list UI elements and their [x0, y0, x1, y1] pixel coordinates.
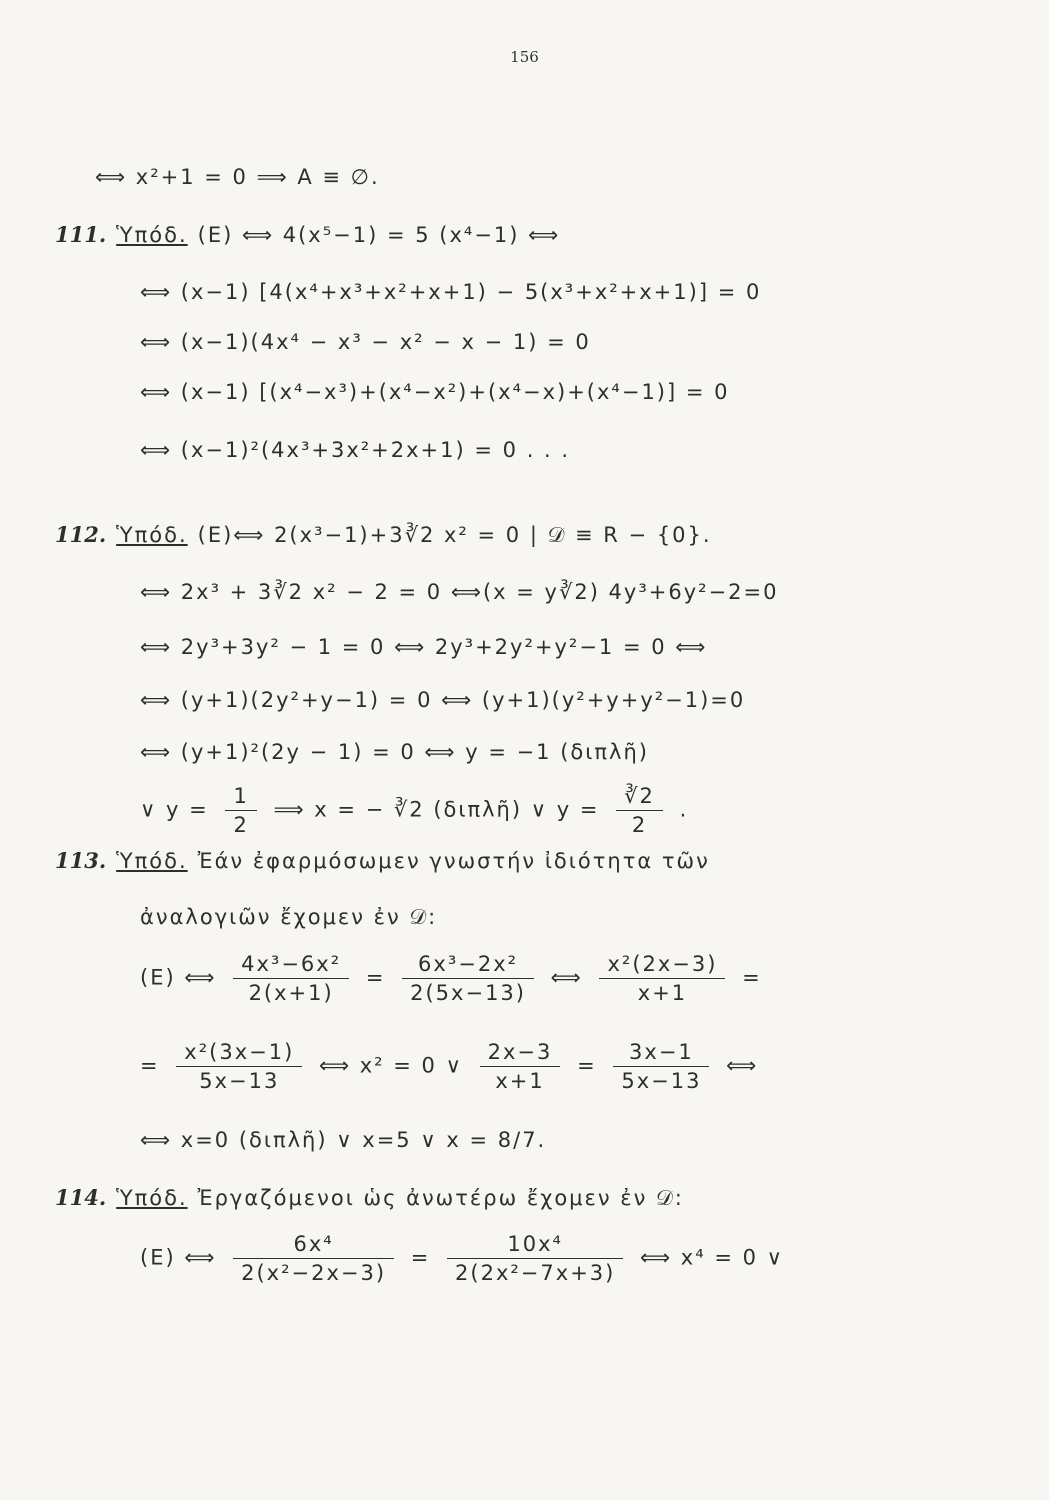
problem-113-heading — [55, 848, 710, 873]
paragraph-text: Ἐργαζόμενοι ὡς ἀνωτέρω ἔχομεν ἐν 𝒟: — [197, 1186, 684, 1210]
numerator: 6x³−2x² — [402, 950, 534, 979]
fraction — [480, 1038, 561, 1095]
equation-line: ⟺ x²+1 = 0 ⟹ A ≡ ∅. — [95, 165, 380, 189]
equation-text: . — [679, 797, 689, 822]
fraction — [233, 1230, 394, 1287]
equation-line: ⟺ (x−1)(4x⁴ − x³ − x² − x − 1) = 0 — [140, 330, 591, 354]
equation-line-with-fractions — [140, 1230, 784, 1287]
page-number: 156 — [510, 48, 539, 66]
fraction — [225, 782, 256, 839]
paragraph-line: ἀναλογιῶν ἔχομεν ἐν 𝒟: — [140, 905, 438, 929]
equation-text: ⟹ x = − ∛2 (διπλῆ) ∨ y = — [273, 797, 600, 822]
numerator: x²(2x−3) — [599, 950, 725, 979]
numerator: 6x⁴ — [233, 1230, 394, 1259]
equation-text: = — [140, 1053, 160, 1078]
equation-line: ⟺ 2y³+3y² − 1 = 0 ⟺ 2y³+2y²+y²−1 = 0 ⟺ — [140, 635, 708, 659]
numerator: 4x³−6x² — [233, 950, 349, 979]
equation-line: ⟺ (x−1) [(x⁴−x³)+(x⁴−x²)+(x⁴−x)+(x⁴−1)] = 0 — [140, 380, 730, 404]
equation-line-with-fractions — [140, 1038, 758, 1095]
denominator: 2(x+1) — [248, 981, 334, 1005]
fraction — [613, 1038, 709, 1095]
fraction — [599, 950, 725, 1007]
equation-text: (E) ⟺ — [140, 965, 217, 990]
equation-line: ⟺ (y+1)(2y²+y−1) = 0 ⟺ (y+1)(y²+y+y²−1)=0 — [140, 688, 746, 712]
numerator: 1 — [225, 782, 256, 811]
hint-label: Ὑπόδ. — [116, 849, 188, 873]
numerator: 10x⁴ — [447, 1230, 623, 1259]
problem-111-heading — [55, 222, 560, 247]
equation-line: ⟺ x=0 (διπλῆ) ∨ x=5 ∨ x = 8/7. — [140, 1128, 547, 1152]
denominator: 5x−13 — [621, 1069, 702, 1093]
equation-line: ⟺ (y+1)²(2y − 1) = 0 ⟺ y = −1 (διπλῆ) — [140, 740, 649, 764]
numerator: 2x−3 — [480, 1038, 561, 1067]
denominator: 2(x²−2x−3) — [241, 1261, 387, 1285]
problem-number: 114. — [55, 1185, 107, 1210]
equation-text: ⟺ — [550, 965, 583, 990]
equation-text: (E) ⟺ 4(x⁵−1) = 5 (x⁴−1) ⟺ — [197, 223, 561, 247]
equation-text: = — [365, 965, 386, 990]
denominator: 2(2x²−7x+3) — [455, 1261, 616, 1285]
fraction — [233, 950, 349, 1007]
equation-line: ⟺ (x−1) [4(x⁴+x³+x²+x+1) − 5(x³+x²+x+1)] = 0 — [140, 280, 762, 304]
problem-112-heading — [55, 522, 712, 548]
fraction — [176, 1038, 302, 1095]
equation-line-with-fractions — [140, 782, 688, 839]
fraction — [616, 782, 663, 839]
equation-text: (E)⟺ 2(x³−1)+3∛2 x² = 0 | 𝒟 ≡ R − {0}. — [197, 523, 712, 547]
equation-text: ⟺ x⁴ = 0 ∨ — [640, 1245, 785, 1270]
equation-text: ⟺ x² = 0 ∨ — [318, 1053, 463, 1078]
numerator: x²(3x−1) — [176, 1038, 302, 1067]
equation-text: (E) ⟺ — [140, 1245, 217, 1270]
equation-line: ⟺ (x−1)²(4x³+3x²+2x+1) = 0 . . . — [140, 438, 571, 462]
hint-label: Ὑπόδ. — [116, 1186, 188, 1210]
numerator: 3x−1 — [613, 1038, 709, 1067]
equation-text: ∨ y = — [140, 797, 209, 822]
denominator: x+1 — [637, 981, 688, 1005]
equation-text: ⟺ — [726, 1053, 759, 1078]
denominator: 2(5x−13) — [410, 981, 526, 1005]
hint-label: Ὑπόδ. — [116, 223, 188, 247]
equation-line-with-fractions — [140, 950, 762, 1007]
problem-number: 112. — [55, 522, 107, 547]
denominator: 2 — [631, 813, 648, 837]
equation-text: = — [577, 1053, 597, 1078]
denominator: 2 — [233, 813, 249, 837]
denominator: 5x−13 — [199, 1069, 280, 1093]
fraction — [447, 1230, 623, 1287]
problem-number: 113. — [55, 848, 107, 873]
hint-label: Ὑπόδ. — [116, 523, 188, 547]
numerator: ∛2 — [616, 782, 663, 811]
denominator: x+1 — [495, 1069, 545, 1093]
fraction — [402, 950, 534, 1007]
equation-text: = — [410, 1245, 431, 1270]
problem-114-heading — [55, 1185, 684, 1211]
paragraph-text: Ἐάν ἐφαρμόσωμεν γνωστήν ἰδιότητα τῶν — [197, 849, 710, 873]
equation-text: = — [742, 965, 762, 990]
problem-number: 111. — [55, 222, 107, 247]
equation-line: ⟺ 2x³ + 3∛2 x² − 2 = 0 ⟺(x = y∛2) 4y³+6y²−2=0 — [140, 580, 779, 604]
